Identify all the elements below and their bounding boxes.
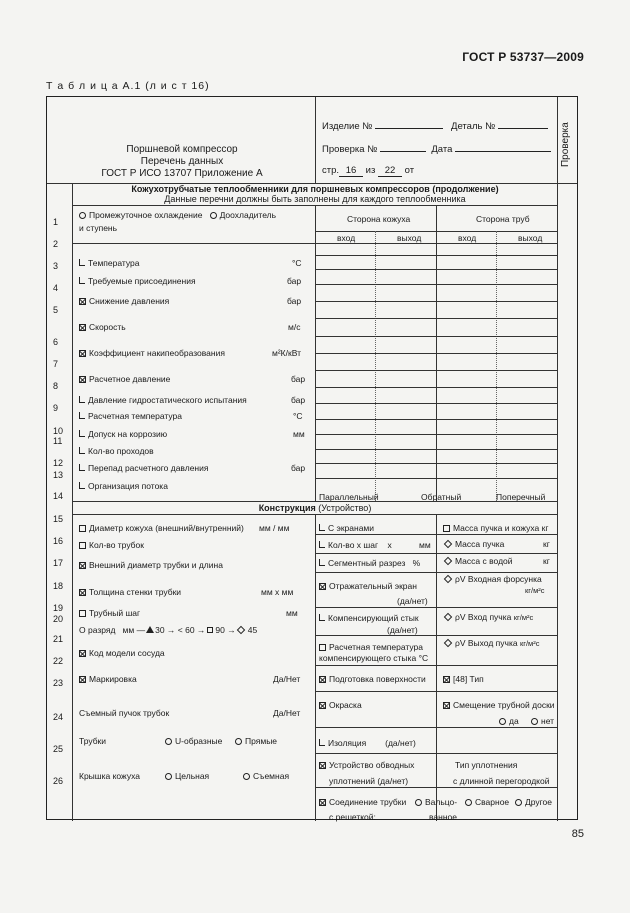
tube-diameter-length[interactable]: Внешний диаметр трубки и длина: [79, 561, 223, 570]
checkbox-icon: [443, 525, 450, 532]
diamond-icon: [444, 540, 452, 548]
row-number: 9: [53, 403, 59, 413]
col-shell-side: Сторона кожуха: [347, 214, 411, 224]
col-shell-out: выход: [397, 233, 422, 243]
mass-bundle[interactable]: Масса пучка: [443, 540, 504, 549]
insulation[interactable]: Изоляция (да/нет): [319, 739, 416, 748]
radio-icon: [465, 799, 472, 806]
pv-bundle-inlet[interactable]: ρV Вход пучка кг/м²с: [443, 613, 533, 622]
radio-icon: [499, 718, 506, 725]
yes-no-hint: уплотнений (да/нет): [329, 776, 409, 786]
radio-icon: [415, 799, 422, 806]
removable-bundle[interactable]: Съемный пучок трубок: [79, 708, 170, 718]
row-number: 18: [53, 581, 64, 591]
row1-options[interactable]: Промежуточное охлаждение Доохладитель: [79, 211, 276, 220]
unit: бар: [291, 463, 306, 473]
flow-parallel[interactable]: Параллельный: [319, 492, 379, 502]
expansion-joint[interactable]: Компенсирующий стык: [319, 614, 419, 623]
pv-bundle-outlet[interactable]: ρV Выход пучка кг/м²с: [443, 639, 539, 648]
unit: мм х мм: [261, 587, 294, 597]
table-caption: Т а б л и ц а А.1 (л и с т 16): [46, 80, 210, 92]
param-flow[interactable]: Организация потока: [79, 482, 168, 491]
checkbox-icon: [443, 702, 450, 709]
segment-cut[interactable]: Сегментный разрез %: [319, 559, 420, 568]
radio-icon: [243, 773, 250, 780]
row-number: 26: [53, 776, 64, 786]
param-fouling[interactable]: Коэффициент накипеобразования: [79, 349, 225, 358]
checkbox-icon: [79, 525, 86, 532]
param-velocity[interactable]: Скорость: [79, 323, 126, 332]
checkbox-icon: [79, 350, 86, 357]
checkbox-icon: [79, 298, 86, 305]
cover-removable[interactable]: Съемная: [243, 772, 289, 781]
checkbox-icon: [319, 583, 326, 590]
col-shell-in: вход: [337, 233, 356, 243]
row-number: 5: [53, 305, 59, 315]
unit: бар: [287, 296, 302, 306]
triangle-icon: [146, 626, 154, 633]
row-number: 19: [53, 603, 64, 613]
type-48[interactable]: [48] Тип: [443, 675, 484, 684]
sheet-title: Поршневой компрессор Перечень данных ГОСТ Р ИСО 13707 Приложение А: [101, 144, 263, 179]
joint-welded[interactable]: Сварное: [465, 798, 509, 807]
count-pitch[interactable]: Кол-во х шаг х: [319, 541, 392, 550]
diamond-icon: [444, 557, 452, 565]
checkbox-icon: [319, 676, 326, 683]
mass-with-water[interactable]: Масса с водой: [443, 557, 513, 566]
standard-number: ГОСТ Р 53737—2009: [462, 50, 584, 64]
offset-yes[interactable]: да: [499, 717, 519, 726]
col-tube-in: вход: [458, 233, 477, 243]
unit: мм / мм: [259, 523, 290, 533]
checkbox-icon: [79, 650, 86, 657]
baffle-plate[interactable]: Отражательный экран: [319, 582, 417, 591]
param-corrosion[interactable]: Допуск на коррозию: [79, 430, 167, 439]
pv-inlet-nozzle[interactable]: ρV Входная форсунка: [443, 575, 542, 584]
diamond-icon: [444, 613, 452, 621]
param-design-temperature[interactable]: Расчетная температура: [79, 412, 182, 421]
col-tube-out: выход: [518, 233, 543, 243]
radio-icon: [79, 212, 86, 219]
row-number: 10: [53, 426, 64, 436]
row-number: 21: [53, 634, 64, 644]
tubes-u-shaped[interactable]: U-образные: [165, 737, 222, 746]
unit: мм: [286, 608, 298, 618]
unit: бар: [287, 276, 302, 286]
offset-no[interactable]: нет: [531, 717, 554, 726]
row-number: 11: [53, 436, 63, 446]
tube-joint-2: с решеткой:: [329, 812, 376, 822]
tube-pitch[interactable]: Трубный шаг: [79, 609, 140, 618]
radio-icon: [515, 799, 522, 806]
unit: м²К/кВт: [272, 348, 301, 358]
row-number: 23: [53, 678, 64, 688]
row-number: 16: [53, 536, 64, 546]
row-number: 7: [53, 359, 59, 369]
tubes-straight[interactable]: Прямые: [235, 737, 277, 746]
diamond-icon: [237, 626, 245, 634]
unit: °С: [293, 411, 303, 421]
unit: бар: [291, 374, 306, 384]
seal-type: Тип уплотнения: [455, 760, 518, 770]
unit: кг: [543, 556, 550, 566]
check-column-label: Проверка: [560, 122, 571, 167]
checkbox-icon: [79, 562, 86, 569]
diamond-icon: [444, 575, 452, 583]
shell-diameter[interactable]: Диаметр кожуха (внешний/внутренний): [79, 524, 244, 533]
unit: мм: [293, 429, 305, 439]
checkbox-icon: [443, 676, 450, 683]
unit: мм: [419, 540, 431, 550]
yes-no-hint: (да/нет): [397, 596, 428, 606]
param-pressure-drop[interactable]: Снижение давления: [79, 297, 169, 306]
checkbox-icon: [319, 644, 326, 651]
flow-counter[interactable]: Обратный: [421, 492, 462, 502]
unit: Да/Нет: [273, 708, 301, 718]
bypass-seals[interactable]: Устройство обводных: [319, 761, 414, 770]
checkbox-icon: [79, 676, 86, 683]
diamond-icon: [444, 639, 452, 647]
row-number: 4: [53, 283, 59, 293]
param-passes[interactable]: Кол-во проходов: [79, 447, 154, 456]
checkbox-icon: [319, 799, 326, 806]
vessel-model-code[interactable]: Код модели сосуда: [79, 649, 165, 658]
unit: м/с: [288, 322, 301, 332]
radio-icon: [165, 773, 172, 780]
row-number: 15: [53, 514, 64, 524]
flow-cross[interactable]: Поперечный: [496, 492, 546, 502]
row-number: 2: [53, 239, 59, 249]
page-counter: стр. 16 из 22 от: [322, 165, 415, 176]
joint-other[interactable]: Другое: [515, 798, 552, 807]
pitch-pattern[interactable]: О разряд мм — 30 → < 60 → 90 → 45: [79, 625, 258, 635]
col-tube-side: Сторона труб: [476, 214, 530, 224]
row-number: 6: [53, 337, 59, 347]
row-number: 20: [53, 614, 64, 624]
mass-bundle-shell[interactable]: Масса пучка и кожуха кг: [443, 524, 548, 533]
surface-preparation[interactable]: Подготовка поверхности: [319, 675, 426, 684]
with-shields[interactable]: С экранами: [319, 524, 374, 533]
tube-count[interactable]: Кол-во трубок: [79, 541, 144, 550]
param-hydrotest[interactable]: Давление гидростатического испытания: [79, 396, 247, 405]
product-number-field[interactable]: Изделие № Деталь №: [322, 122, 548, 132]
radio-icon: [210, 212, 217, 219]
shell-cover-label: Крышка кожуха: [79, 771, 140, 781]
param-design-pressure[interactable]: Расчетное давление: [79, 375, 170, 384]
tubesheet-offset[interactable]: Смещение трубной доски: [443, 701, 555, 710]
unit: Да/Нет: [273, 674, 301, 684]
row-number: 12: [53, 458, 64, 468]
yes-no-hint: (да/нет): [387, 625, 418, 635]
section-construction: Конструкция (Устройство): [258, 503, 372, 513]
unit: кг/м²с: [525, 586, 545, 595]
row-number: 14: [53, 491, 64, 501]
row-number: 3: [53, 261, 59, 271]
row-number: 1: [53, 217, 59, 227]
checkbox-icon: [79, 376, 86, 383]
checkbox-icon: [79, 324, 86, 331]
row-number: 17: [53, 558, 64, 568]
checkbox-icon: [79, 589, 86, 596]
painting[interactable]: Окраска: [319, 701, 362, 710]
row-number: 22: [53, 656, 64, 666]
row-number: 24: [53, 712, 64, 722]
tube-wall-thickness[interactable]: Толщина стенки трубки: [79, 588, 181, 597]
joint-temperature[interactable]: Расчетная температура: [319, 643, 423, 652]
unit: кг: [543, 539, 550, 549]
joint-rolled-2: ванное: [429, 812, 457, 822]
radio-icon: [165, 738, 172, 745]
checkbox-icon: [319, 762, 326, 769]
param-pressure-diff[interactable]: Перепад расчетного давления: [79, 464, 208, 473]
marking[interactable]: Маркировка: [79, 675, 137, 684]
seal-type-2: с длинной перегородкой: [453, 776, 550, 786]
check-number-field[interactable]: Проверка № Дата: [322, 145, 551, 155]
radio-icon: [235, 738, 242, 745]
tube-joint[interactable]: Соединение трубки: [319, 798, 406, 807]
joint-temperature-2: компенсирующего стыка °С: [319, 653, 429, 663]
unit: °С: [292, 258, 302, 268]
stage-label: и ступень: [79, 223, 118, 233]
joint-rolled[interactable]: Вальцо-: [415, 798, 457, 807]
checkbox-icon: [319, 702, 326, 709]
row-number: 8: [53, 381, 59, 391]
unit: бар: [291, 395, 306, 405]
radio-icon: [531, 718, 538, 725]
checkbox-icon: [79, 542, 86, 549]
cover-solid[interactable]: Цельная: [165, 772, 209, 781]
data-sheet-table: [46, 96, 578, 820]
row-number: 25: [53, 744, 64, 754]
square-icon: [207, 627, 213, 633]
param-connections[interactable]: Требуемые присоединения: [79, 277, 196, 286]
param-temperature[interactable]: Температура: [79, 259, 139, 268]
page-number: 85: [571, 828, 584, 840]
tubes-label: Трубки: [79, 736, 107, 746]
checkbox-icon: [79, 610, 86, 617]
section-shell-tube: Кожухотрубчатые теплообменники для поршневых компрессоров (продолжение) Данные перечни должны быть заполнены для каждого теплообменника: [131, 184, 499, 205]
row-number: 13: [53, 470, 64, 480]
